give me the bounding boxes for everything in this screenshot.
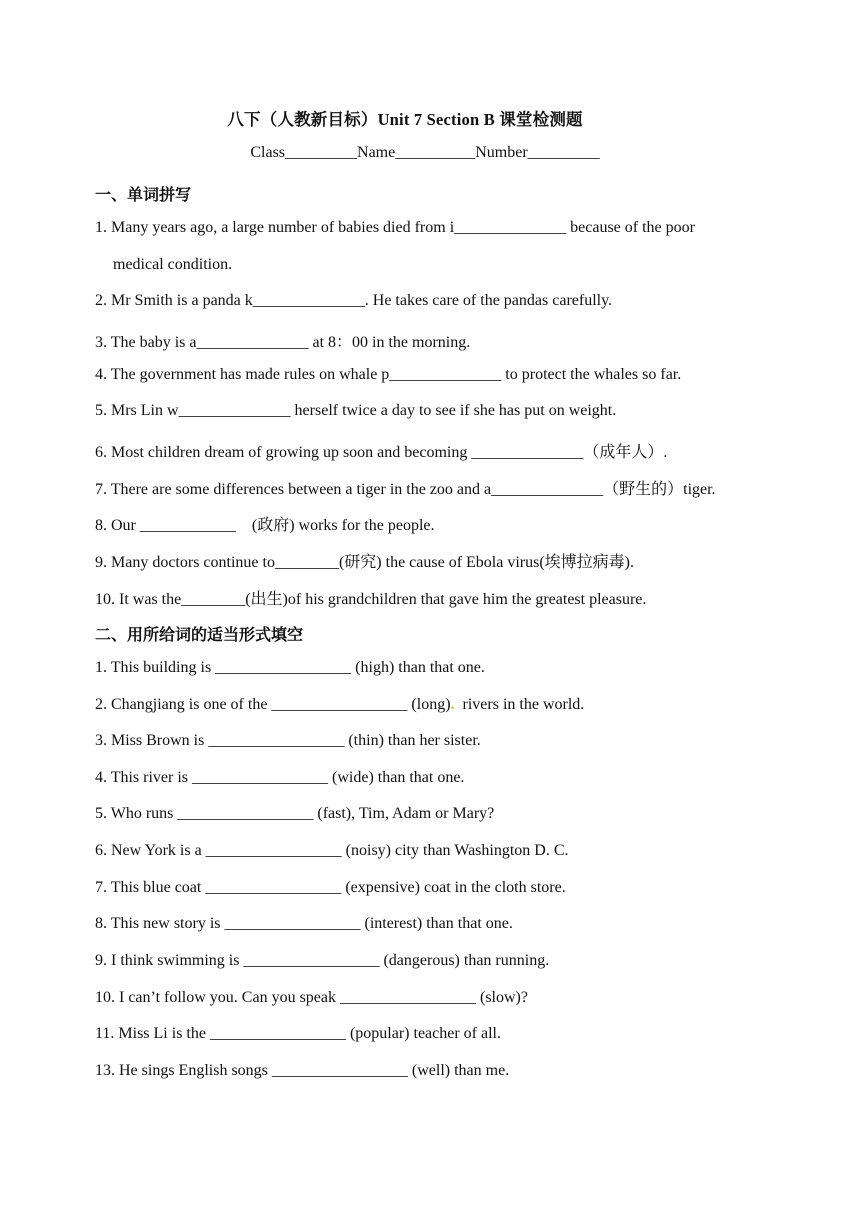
section1-item-5: 5. Mrs Lin w______________ herself twice a day to see if she has put on weight. [95, 402, 617, 419]
section1-item-3: 3. The baby is a______________ at 8：00 in the morning. [95, 334, 471, 351]
section2-item-8: 8. This new story is _________________ (interest) than that one. [95, 915, 513, 932]
section1-item-9: 9. Many doctors continue to________(研究) the cause of Ebola virus(埃博拉病毒). [95, 554, 635, 571]
section2-item-7: 7. This blue coat _________________ (expensive) coat in the cloth store. [95, 879, 566, 896]
section2-item-2-text: 2. Changjiang is one of the _________________ (long) [95, 696, 451, 713]
section2-item-2-dot: . [450, 696, 455, 713]
section2-heading: 二、用所给词的适当形式填空 [95, 627, 304, 644]
section2-item-1: 1. This building is _________________ (high) than that one. [95, 659, 485, 676]
page-title [0, 106, 860, 130]
section1-item-8: 8. Our ____________ (政府) works for the people. [95, 517, 435, 534]
section1-heading: 一、单词拼写 [95, 187, 192, 204]
section2-item-10: 10. I can’t follow you. Can you speak _________________ (slow)? [95, 989, 528, 1006]
section1-item-1: 1. Many years ago, a large number of babies died from i______________ because of the poor [95, 219, 695, 236]
section2-item-2 [95, 696, 584, 714]
section2-item-4: 4. This river is _________________ (wide) than that one. [95, 769, 465, 786]
title-text: 八下（人教新目标）Unit 7 Section B 课堂检测题 [227, 110, 583, 129]
section2-item-2-tail: rivers in the world. [454, 696, 585, 713]
section2-item-9: 9. I think swimming is _________________ (dangerous) than running. [95, 952, 550, 969]
section1-item-4: 4. The government has made rules on whale p______________ to protect the whales so far. [95, 366, 682, 383]
section2-item-3: 3. Miss Brown is _________________ (thin) than her sister. [95, 732, 481, 749]
section1-item-10: 10. It was the________(出生)of his grandchildren that gave him the greatest pleasure. [95, 591, 647, 608]
class-name-number-line: Class_________Name__________Number_________ [250, 144, 600, 161]
section1-item-6: 6. Most children dream of growing up soon and becoming ______________（成年人）. [95, 444, 668, 461]
section1-item-7: 7. There are some differences between a tiger in the zoo and a______________（野生的）tiger. [95, 481, 716, 498]
section2-item-6: 6. New York is a _________________ (noisy) city than Washington D. C. [95, 842, 569, 859]
section2-item-11: 11. Miss Li is the _________________ (popular) teacher of all. [95, 1025, 501, 1042]
section1-item-2: 2. Mr Smith is a panda k______________. He takes care of the pandas carefully. [95, 292, 613, 309]
section2-item-5: 5. Who runs _________________ (fast), Tim, Adam or Mary? [95, 805, 495, 822]
section1-item-1-continued: medical condition. [113, 256, 233, 273]
section2-item-13: 13. He sings English songs _________________ (well) than me. [95, 1062, 510, 1079]
